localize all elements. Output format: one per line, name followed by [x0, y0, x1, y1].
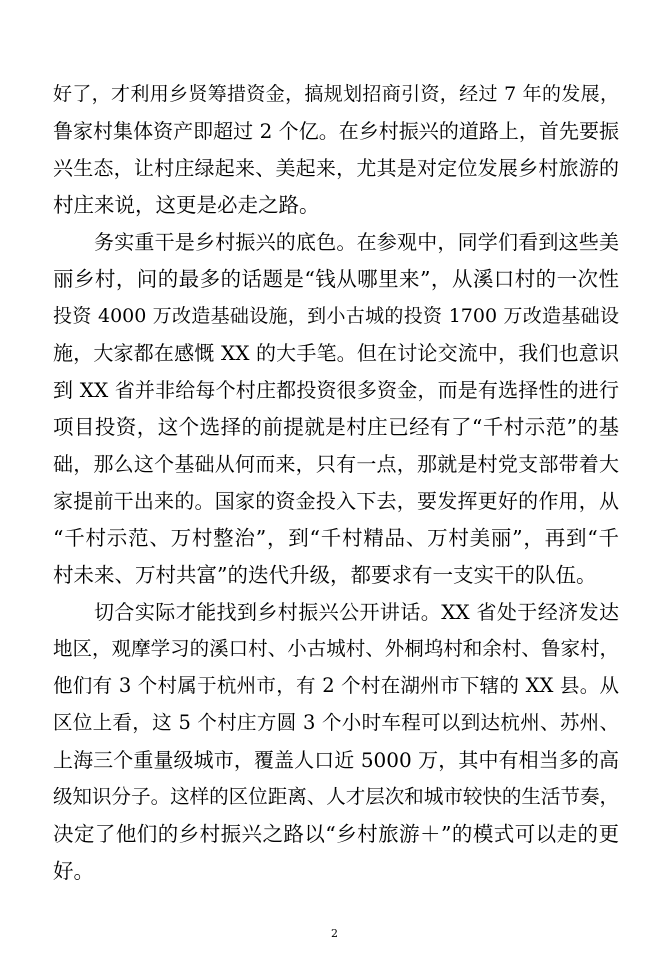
text-line: 地区，观摩学习的溪口村、小古城村、外桐坞村和余村、鲁家村，: [53, 637, 619, 660]
text-line: 村庄来说，这更是必走之路。: [53, 193, 320, 217]
text-line: 施，大家都在感慨 XX 的大手笔。但在讨论交流中，我们也意识: [53, 341, 619, 365]
text-line: 丽乡村，问的最多的话题是“钱从哪里来”，从溪口村的一次性: [53, 267, 619, 291]
text-line: 兴生态，让村庄绿起来、美起来，尤其是对定位发展乡村旅游的: [53, 156, 619, 180]
text-line: 好了，才利用乡贤筹措资金，搞规划招商引资，经过 7 年的发展，: [53, 83, 619, 105]
text-line: 村未来、万村共富”的迭代升级，都要求有一支实干的队伍。: [53, 563, 597, 587]
text-line: 务实重干是乡村振兴的底色。在参观中，同学们看到这些美: [94, 230, 619, 254]
text-line: “千村示范、万村整治”，到“千村精品、万村美丽”，再到“千: [53, 526, 619, 550]
text-line: 鲁家村集体资产即超过 2 个亿。在乡村振兴的道路上，首先要振: [53, 119, 619, 143]
text-line: 础，那么这个基础从何而来，只有一点，那就是村党支部带着大: [53, 452, 619, 476]
text-line: 区位上看，这 5 个村庄方圆 3 个小时车程可以到达杭州、苏州、: [53, 711, 619, 734]
text-line: 到 XX 省并非给每个村庄都投资很多资金，而是有选择性的进行: [53, 378, 619, 402]
text-line: 家提前干出来的。国家的资金投入下去，要发挥更好的作用，从: [53, 489, 619, 513]
text-line: 级知识分子。这样的区位距离、人才层次和城市较快的生活节奏，: [53, 785, 619, 808]
text-line: 上海三个重量级城市，覆盖人口近 5000 万，其中有相当多的高: [53, 748, 619, 772]
text-line: 决定了他们的乡村振兴之路以“乡村旅游＋”的模式可以走的更: [53, 822, 619, 846]
text-line: 项目投资，这个选择的前提就是村庄已经有了“千村示范”的基: [53, 415, 619, 439]
text-line: 他们有 3 个村属于杭州市，有 2 个村在湖州市下辖的 XX 县。从: [53, 674, 619, 697]
page-number: 2: [331, 927, 338, 940]
text-line: 切合实际才能找到乡村振兴公开讲话。XX 省处于经济发达: [94, 600, 619, 624]
text-line: 好。: [53, 859, 94, 883]
text-line: 投资 4000 万改造基础设施，到小古城的投资 1700 万改造基础设: [53, 305, 619, 327]
